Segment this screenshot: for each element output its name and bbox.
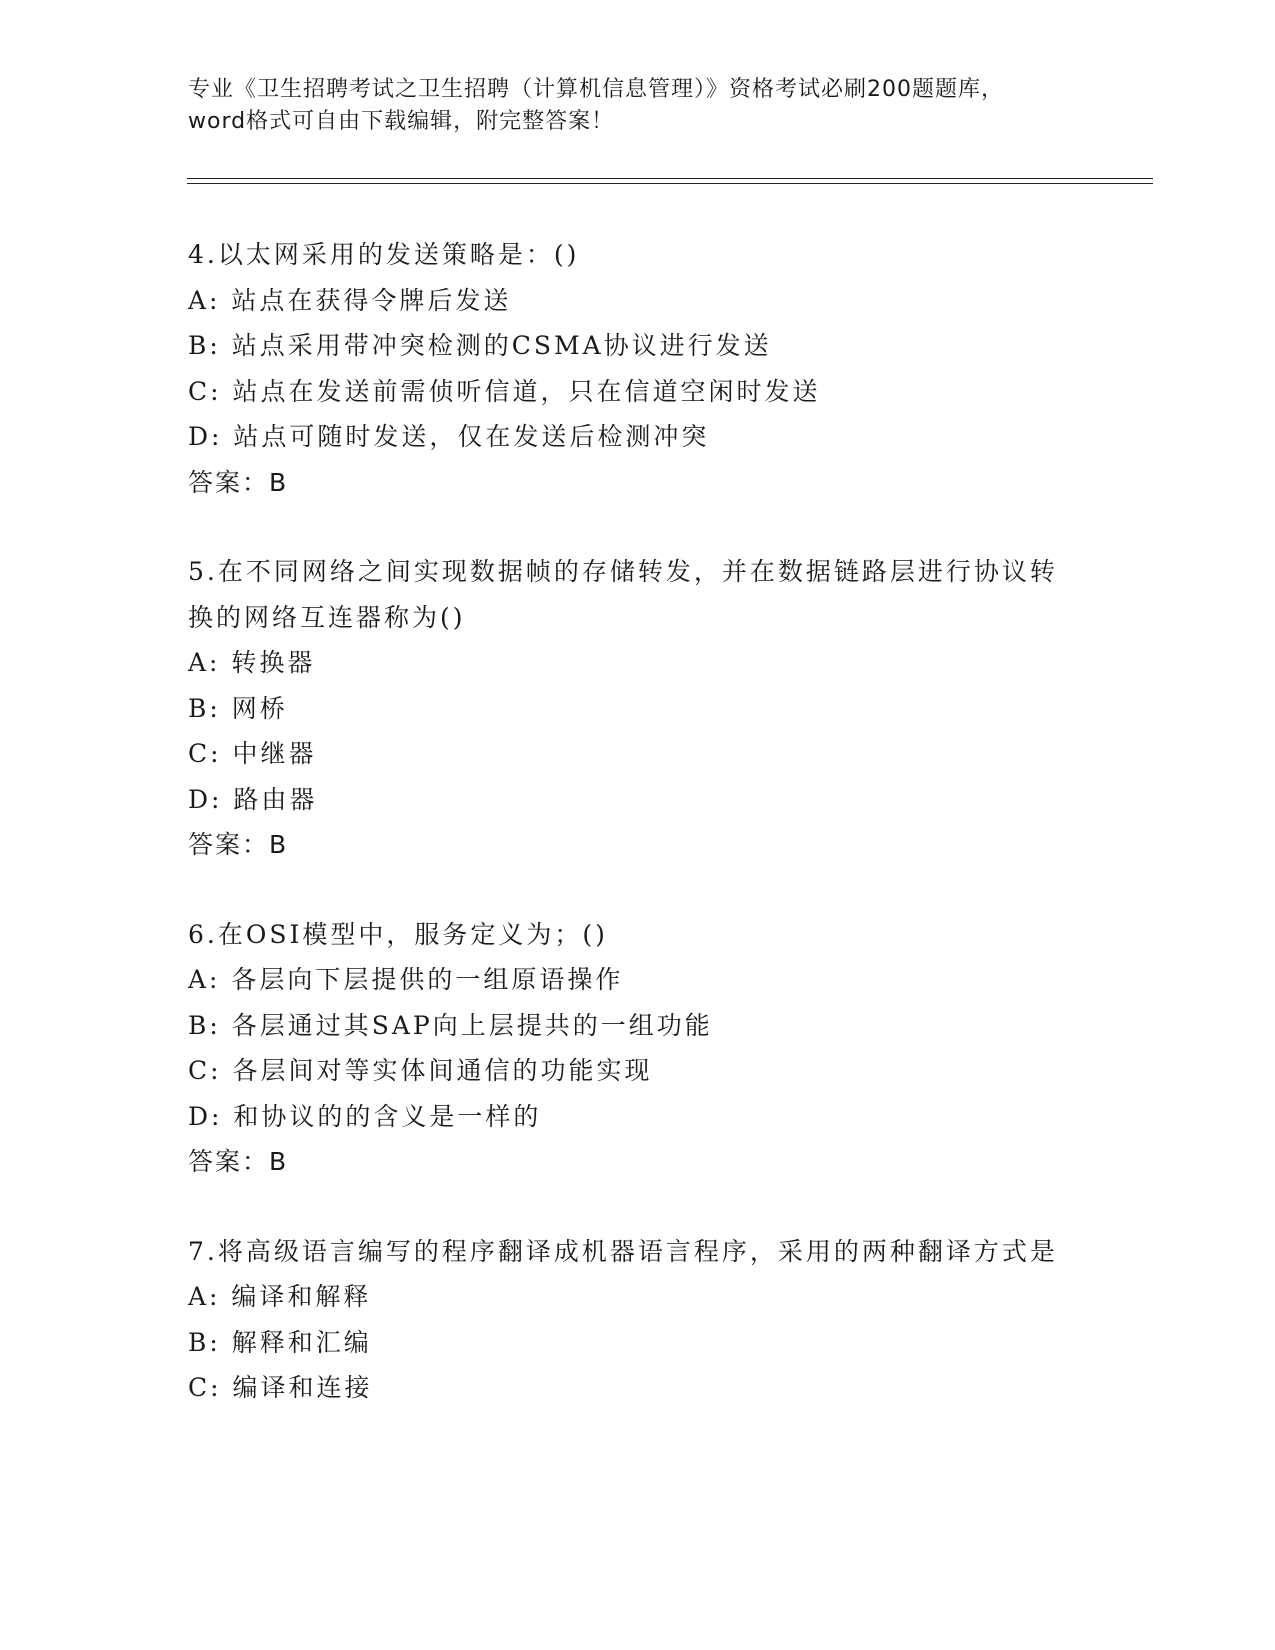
question-5 [188,549,1088,868]
option-c: C: 编译和连接 [188,1373,373,1402]
option-c: C: 中继器 [188,739,317,768]
question-7 [188,1229,1088,1411]
option-b: B: 站点采用带冲突检测的CSMA协议进行发送 [188,331,772,360]
option-a: A: 各层向下层提供的一组原语操作 [188,965,624,994]
option-d: D: 和协议的的含义是一样的 [188,1101,542,1131]
question-stem: 7.将高级语言编写的程序翻译成机器语言程序，采用的两种翻译方式是 [188,1236,1058,1266]
answer-line: 答案：B [188,467,289,497]
option-b: B: 各层通过其SAP向上层提共的一组功能 [188,1010,713,1040]
option-d: D: 站点可随时发送，仅在发送后检测冲突 [188,422,710,451]
option-a: A: 站点在获得令牌后发送 [188,285,512,315]
option-a: A: 编译和解释 [188,1282,372,1311]
question-stem: 5.在不同网络之间实现数据帧的存储转发，并在数据链路层进行协议转换的网络互连器称为() [188,557,1058,632]
header-line-2: word格式可自由下载编辑，附完整答案！ [188,109,615,134]
question-list [188,232,1088,1455]
document-header [188,74,1088,138]
header-line-1: 专业《卫生招聘考试之卫生招聘（计算机信息管理）》资格考试必刷200题题库， [188,77,1004,102]
header-divider [187,178,1153,184]
option-d: D: 路由器 [188,784,318,814]
option-c: C: 站点在发送前需侦听信道，只在信道空闲时发送 [188,376,821,406]
question-6 [188,912,1088,1185]
answer-line: 答案：B [188,830,289,859]
option-b: B: 解释和汇编 [188,1327,372,1357]
option-b: B: 网桥 [188,693,288,723]
question-4 [188,232,1088,505]
question-stem: 6.在OSI模型中，服务定义为；() [188,919,608,949]
option-a: A: 转换器 [188,648,316,677]
answer-line: 答案：B [188,1147,289,1176]
option-c: C: 各层间对等实体间通信的功能实现 [188,1056,653,1085]
question-stem: 4.以太网采用的发送策略是：() [188,240,580,269]
